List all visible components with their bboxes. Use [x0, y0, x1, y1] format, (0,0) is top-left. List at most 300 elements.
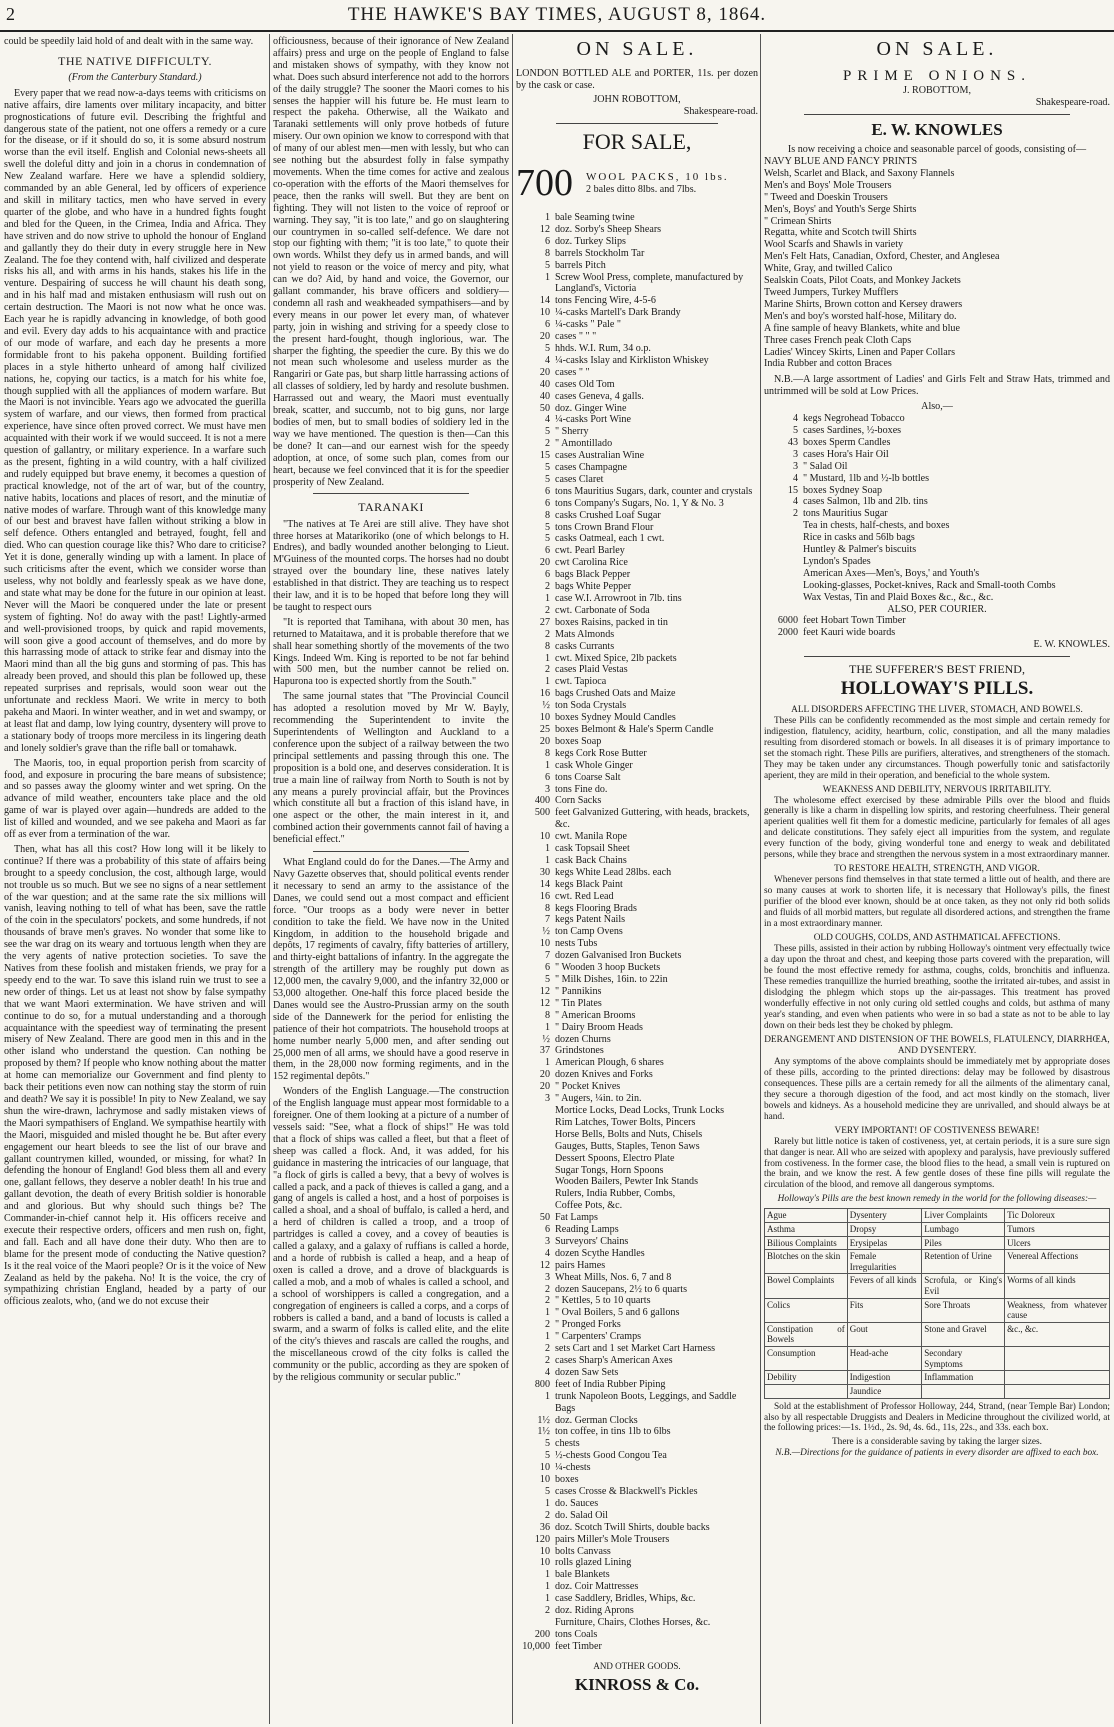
paragraph: "The natives at Te Arei are still alive. They have shot three horses at Matarikoriko (one of which belongs to H. Endres), and badly wounded another belonging to Lieut. M'Guiness of the mounted corps. The horses had no doubt strayed over the boundary line, these natives lately established in that district. They are teaching us to respect their law, and it is to be hoped that before long they will be taught to respect ours — [273, 518, 509, 613]
list-item — [516, 1438, 758, 1450]
list-item — [516, 998, 758, 1010]
item-description: " Salad Oil — [803, 460, 848, 472]
table-cell: Asthma — [765, 1223, 848, 1237]
item-quantity: 6 — [544, 569, 550, 581]
item-quantity: 5 — [544, 974, 550, 985]
item-description: barrels Pitch — [555, 259, 606, 271]
list-item — [516, 1069, 758, 1081]
item-quantity: 1 — [544, 1057, 550, 1069]
item-description: tons Company's Sugars, No. 1, Y & No. 3 — [555, 497, 724, 509]
item-quantity: 6 — [544, 497, 550, 509]
item-description: Rulers, India Rubber, Combs, — [555, 1188, 676, 1200]
item-description: Furniture, Chairs, Clothes Horses, &c. — [555, 1616, 711, 1628]
list-item: Ladies' Wincey Skirts, Linen and Paper Collars — [764, 346, 956, 358]
paragraph: What England could do for the Danes.—The Army and Navy Gazette observes that, should political events render it necessary to send an army to the assistance of the Danes, we could send out a most compact and efficient force. "Our troops as a body were never in better condition to take the field. We have now in the United Kingdom, in addition to the household brigade and depôts, 17 regiments of cavalry, fifty batteries of artillery, and thirty-eight battalions of infantry. In the aggregate the strength of the artillery may be roughly put down as 12,000 men, the cavalry 9,000, and the infantry 32,000 or 53,000 altogether. One-half this force placed beside the Danes would see the Austro-Prussian army on the south side of the Dannewerk for the period for enlisting the patience of their hot compatriots. The household troops at home number nearly 5,000 men, and after sending out 25,000 men of all arms, we should have a good reserve in them, in the 28,000 now forming regiments, and in the 152 regimental depôts." — [273, 857, 509, 1083]
list-item — [516, 867, 758, 879]
item-description: bags White Pepper — [555, 581, 632, 593]
table-cell: Sore Throats — [922, 1298, 1005, 1322]
item-quantity: 5 — [544, 533, 550, 545]
list-item — [516, 938, 758, 950]
knowles-intro: Is now receiving a choice and seasonable parcel of goods, consisting of— — [787, 144, 1087, 156]
table-cell: Piles — [922, 1236, 1005, 1250]
item-description: Lyndon's Spades — [803, 555, 871, 567]
item-description: ¼-casks Port Wine — [555, 414, 631, 426]
list-item — [516, 1486, 758, 1498]
list-item — [516, 855, 758, 867]
item-description: " Kettles, 5 to 10 quarts — [555, 1295, 651, 1307]
item-description: dozen Scythe Handles — [555, 1247, 645, 1259]
table-cell: Inflammation — [922, 1371, 1005, 1385]
item-quantity — [516, 1129, 555, 1141]
item-description: cask Back Chains — [555, 854, 627, 866]
list-item — [516, 1522, 758, 1534]
ad-heading: FOR SALE, — [582, 129, 692, 155]
footer-text: Sold at the establishment of Professor Holloway, 244, Strand, (near Temple Bar) London; also by all respectable Druggists and Dealers in Medicine throughout the civilized world, at the following prices:—1s. 1½d., 2s. 9d, 4s. 6d., 11s, 22s., and 33s. each box. — [764, 1401, 1110, 1434]
list-item — [516, 605, 758, 617]
item-description: ¼-chests — [555, 1462, 591, 1474]
list-item — [516, 355, 758, 367]
item-description: cases Salmon, 1lb and 2lb. tins — [803, 496, 928, 508]
table-cell: Indigestion — [847, 1371, 921, 1385]
list-item — [516, 1176, 758, 1188]
item-quantity — [516, 1105, 555, 1117]
list-item — [516, 498, 758, 510]
featured-desc: WOOL PACKS, 10 lbs. — [586, 171, 729, 184]
goods-list — [516, 212, 758, 1653]
item-quantity: 10 — [539, 1474, 550, 1486]
item-quantity: 3 — [544, 783, 550, 795]
item-quantity: 20 — [539, 1069, 550, 1081]
disease-table — [764, 1208, 1110, 1398]
item-quantity: 6000 — [777, 615, 798, 627]
section-heading: OLD COUGHS, COLDS, AND ASTHMATICAL AFFECTIONS. — [813, 933, 1061, 944]
divider — [556, 123, 718, 124]
table-caption: Holloway's Pills are the best known remedy in the world for the following diseases:— — [777, 1194, 1097, 1205]
list-item: Sealskin Coats, Pilot Coats, and Monkey Jackets — [764, 275, 961, 287]
item-description: cask Whole Ginger — [555, 759, 633, 771]
list-item — [516, 1450, 758, 1462]
list-item — [516, 1307, 758, 1319]
knowles-goods — [764, 156, 1110, 370]
ad-heading: ON SALE. — [576, 38, 698, 60]
list-item — [516, 307, 758, 319]
item-quantity: 10,000 — [522, 1640, 550, 1652]
item-quantity: 5 — [544, 521, 550, 533]
list-item — [516, 831, 758, 843]
section-heading: WEAKNESS AND DEBILITY, NERVOUS IRRITABILITY. — [822, 784, 1052, 795]
item-description: case W.I. Arrowroot in 7lb. tins — [555, 593, 682, 604]
item-description: cases Hora's Hair Oil — [803, 448, 889, 460]
item-quantity: 1 — [544, 1331, 550, 1343]
item-description: " American Brooms — [555, 1009, 636, 1021]
item-description: bale Seaming twine — [555, 212, 635, 223]
column-native-difficulty — [4, 36, 266, 1724]
ad-text: LONDON BOTTLED ALE and PORTER, 11s. per dozen by the cask or case. — [516, 67, 758, 91]
table-cell: Colics — [765, 1298, 848, 1322]
item-quantity: 4 — [544, 414, 550, 426]
list-item — [516, 1057, 758, 1069]
item-quantity — [764, 556, 803, 568]
list-item — [516, 1617, 758, 1629]
list-item: Men's Felt Hats, Canadian, Oxford, Chester, and Anglesea — [764, 251, 1000, 263]
list-item — [516, 1010, 758, 1022]
table-cell: Bilious Complaints — [765, 1236, 848, 1250]
list-item — [764, 496, 1110, 508]
item-quantity: 36 — [539, 1521, 550, 1533]
item-quantity: 400 — [534, 795, 550, 807]
item-quantity: 5 — [792, 424, 798, 436]
table-cell: Gout — [847, 1322, 921, 1346]
list-item — [516, 593, 758, 605]
item-quantity: 1 — [544, 1021, 550, 1033]
list-item: Tweed Jumpers, Turkey Mufflers — [764, 287, 899, 299]
table-cell: Erysipelas — [847, 1236, 921, 1250]
item-quantity: 1 — [544, 1497, 550, 1509]
item-quantity: 8 — [544, 509, 550, 521]
list-item — [516, 736, 758, 748]
sufferer-heading: THE SUFFERER'S BEST FRIEND, — [849, 662, 1025, 677]
table-cell: Venereal Affections — [1005, 1250, 1110, 1274]
item-description: feet of India Rubber Piping — [555, 1378, 666, 1390]
item-quantity: 120 — [534, 1533, 550, 1545]
item-description: doz. Scotch Twill Shirts, double backs — [555, 1521, 710, 1533]
list-item — [516, 903, 758, 915]
item-description: tons Crown Brand Flour — [555, 521, 654, 533]
list-item — [516, 331, 758, 343]
list-item — [516, 700, 758, 712]
item-description: cases Sharp's American Axes — [555, 1355, 673, 1366]
item-quantity: 1 — [544, 843, 550, 855]
list-item — [516, 1593, 758, 1605]
item-description: cwt. Mixed Spice, 2lb packets — [555, 652, 677, 664]
list-item: Welsh, Scarlet and Black, and Saxony Flannels — [764, 167, 955, 179]
list-item: Men's, Boys' and Youth's Serge Shirts — [764, 203, 917, 215]
item-quantity: 800 — [534, 1378, 550, 1390]
item-description: boxes Belmont & Hale's Sperm Candle — [555, 723, 714, 735]
item-description: cases Claret — [555, 473, 604, 485]
item-quantity — [764, 544, 803, 556]
item-description: dozen Knives and Forks — [555, 1069, 653, 1081]
item-quantity: 500 — [534, 807, 550, 819]
list-item: " Tweed and Doeskin Trousers — [764, 191, 888, 203]
item-quantity: 2 — [544, 438, 550, 450]
item-quantity: 2000 — [777, 627, 798, 639]
table-cell: Ague — [765, 1209, 848, 1223]
list-item — [516, 1581, 758, 1593]
table-row — [765, 1223, 1110, 1237]
item-description: Rim Latches, Tower Bolts, Pincers — [555, 1116, 696, 1128]
table-cell: Dropsy — [847, 1223, 921, 1237]
list-item — [516, 1153, 758, 1165]
column-news — [273, 36, 509, 1724]
also-goods — [764, 413, 1110, 604]
item-quantity: 8 — [544, 247, 550, 259]
item-quantity: 8 — [544, 640, 550, 652]
item-quantity: 2 — [544, 1509, 550, 1521]
item-quantity: 8 — [544, 902, 550, 914]
list-item — [516, 629, 758, 641]
item-quantity: 1 — [544, 271, 550, 283]
list-item — [516, 462, 758, 474]
list-item — [516, 926, 758, 938]
list-item — [516, 1415, 758, 1427]
table-cell: Constipation of Bowels — [765, 1322, 848, 1346]
list-item — [764, 627, 1110, 639]
list-item — [516, 1272, 758, 1284]
item-quantity: 12 — [539, 1259, 550, 1271]
list-item — [516, 641, 758, 653]
list-item — [516, 1331, 758, 1343]
item-description: Gauges, Butts, Staples, Tenon Saws — [555, 1140, 700, 1152]
list-item — [516, 1141, 758, 1153]
item-quantity: 4 — [792, 496, 798, 508]
article-heading: THE NATIVE DIFFICULTY. — [57, 53, 212, 68]
item-description: Looking-glasses, Pocket-knives, Rack and Small-tooth Combs — [803, 579, 1056, 591]
item-quantity: 4 — [544, 1366, 550, 1378]
item-quantity: 40 — [539, 378, 550, 390]
item-description: " Pocket Knives — [555, 1081, 621, 1093]
item-quantity: 50 — [539, 402, 550, 414]
page-number: 2 — [6, 4, 15, 24]
list-item — [516, 212, 758, 224]
item-description: Wooden Bailers, Pewter Ink Stands — [555, 1176, 698, 1188]
item-description: cases " " — [555, 366, 590, 378]
item-quantity: 20 — [539, 557, 550, 569]
section-text: These pills, assisted in their action by rubbing Holloway's ointment very effectually twice a day upon the throat and chest, and keeping those parts covered with the preparation, will be found the most effective remedy for asthma, coughs, colds, bronchitis and influenza. These remedies tranquillize the hurried breathing, soothe the irritated air-tubes, and assist in dislodging the phlegm which stops up the air-passages. This treatment has proved wonderfully effective in not only curing old settled coughs and colds, but asthma of many year's standing, and even when patients who were in so bad a state as not to be able to lay down on their beds lest they be choked by phlegm. — [764, 944, 1110, 1031]
item-description: ½-chests Good Congou Tea — [555, 1450, 667, 1462]
list-item: White, Gray, and twilled Calico — [764, 263, 893, 275]
item-description: doz. Ginger Wine — [555, 402, 627, 414]
list-item — [516, 1629, 758, 1641]
item-description: " Dairy Broom Heads — [555, 1021, 643, 1033]
item-quantity: 3 — [544, 1093, 550, 1105]
list-item: India Rubber and cotton Braces — [764, 358, 892, 370]
item-description: tons Coarse Salt — [555, 771, 621, 783]
list-item: Regatta, white and Scotch twill Shirts — [764, 227, 917, 239]
paragraph: The Maoris, too, in equal proportion perish from scarcity of food, and exposure in procuring the bare means of subsistence; and so passes away the gloomy winter and wet spring. On the advance of mild weather, encounters take place and the old game of war is played over again—hundreds are added to the list of killed and wounded, and we see pakeha and Maori as far off as ever from a termination of the war. — [4, 757, 266, 841]
item-description: doz. Turkey Slips — [555, 235, 626, 247]
item-description: bags Crushed Oats and Maize — [555, 688, 676, 700]
divider — [804, 656, 1070, 657]
item-quantity: 2 — [544, 604, 550, 616]
table-cell: Head-ache — [847, 1347, 921, 1371]
table-cell: Debility — [765, 1371, 848, 1385]
table-cell — [1005, 1384, 1110, 1398]
item-description: Horse Bells, Bolts and Nuts, Chisels — [555, 1128, 703, 1140]
list-item — [516, 784, 758, 796]
item-quantity: 6 — [544, 485, 550, 497]
item-description: " Augers, ¼in. to 2in. — [555, 1093, 642, 1105]
item-quantity: 4 — [792, 472, 798, 484]
item-description: kegs Flooring Brads — [555, 902, 637, 914]
list-item — [764, 520, 1110, 532]
list-item — [516, 1498, 758, 1510]
list-item — [516, 617, 758, 629]
item-quantity: 1½ — [537, 1414, 550, 1426]
list-item — [516, 343, 758, 355]
list-item — [516, 486, 758, 498]
knowles-signature: E. W. KNOWLES. — [1033, 639, 1110, 651]
item-quantity: 14 — [539, 878, 550, 890]
section-text: The wholesome effect exercised by these admirable Pills over the blood and fluids generally is like a charm in dispelling low spirits, and restoring cheerfulness. Their general aperient qualities well fit them for a domestic medicine, particularly for females of all ages and delicate constitutions. They safely eject all impurities from the system, and regulate every function of the body, giving wonderful tone and energy to weak and debilitated persons, while they brace and strengthen the nervous system in a most extraordinary manner. — [764, 795, 1110, 861]
list-item — [516, 950, 758, 962]
list-item: Wool Scarfs and Shawls in variety — [764, 239, 904, 251]
item-description: trunk Napoleon Boots, Leggings, and Saddle Bags — [555, 1390, 737, 1414]
item-description: sets Cart and 1 set Market Cart Harness — [555, 1343, 716, 1355]
item-description: do. Salad Oil — [555, 1509, 608, 1521]
item-description: cwt. Pearl Barley — [555, 545, 625, 557]
list-item — [516, 450, 758, 462]
item-quantity — [516, 1176, 555, 1188]
item-quantity — [516, 1617, 555, 1629]
item-description: " Sherry — [555, 426, 589, 438]
item-description: feet Galvanized Guttering, with heads, brackets, &c. — [555, 807, 750, 831]
list-item — [516, 533, 758, 545]
list-item — [516, 676, 758, 688]
per-courier: ALSO, PER COURIER. — [887, 603, 987, 615]
newspaper-title: THE HAWKE'S BAY TIMES, AUGUST 8, 1864. — [347, 4, 767, 25]
item-description: " Tin Plates — [555, 997, 602, 1009]
item-quantity: 1 — [544, 1593, 550, 1605]
item-description: Rice in casks and 56lb bags — [803, 532, 915, 544]
item-quantity: 15 — [539, 450, 550, 462]
list-item — [516, 1534, 758, 1546]
courier-goods — [764, 615, 1110, 639]
item-quantity: 1 — [544, 1390, 550, 1402]
item-description: cwt. Tapioca — [555, 676, 607, 688]
item-quantity: 20 — [539, 735, 550, 747]
list-item — [516, 474, 758, 486]
list-item — [516, 772, 758, 784]
item-quantity: 12 — [539, 997, 550, 1009]
list-item — [516, 248, 758, 260]
item-quantity: 2 — [792, 508, 798, 520]
table-row — [765, 1322, 1110, 1346]
item-quantity — [516, 1200, 555, 1212]
item-description: nests Tubs — [555, 938, 598, 950]
item-quantity — [764, 568, 803, 580]
paragraph: Wonders of the English Language.—The construction of the English language must appear most formidable to a foreigner. One of them looking at a picture of a number of vessels said: "See, what a flock of ships!" He was told that a flock of ships was called a fleet, but that a fleet of sheep was called a flock. And, it was added, for his guidance in mastering the intricacies of our language, that "a flock of girls is called a bevy, that a bevy of wolves is called a pack, and a pack of thieves is called a gang, and a gang of angels is called a host, and a host of porpoises is called a shoal, and a shoal of buffalo, is called a herd, and a herd of children is called a troop, and a troop of partridges is called a covey, and a covey of beauties is called a galaxy, and a galaxy of ruffians is called a horde, and a horde of rubbish is called a heap, and a heap of oxen is called a drove, and a drove of blackguards is called a mob, and a mob of whales is called a school, and a school of worshippers is called a congregation, and a congregation of engineers is called a corps, and a corps of robbers is called a band, and a band of locusts is called a swarm, and a swarm of folks is called elite, and the elite of the city's thieves and rascals are called the roughs, and the miscellaneous crowd of the city folks is called the community or the public, according as they are spoken of by the religious community or secular public." — [273, 1086, 509, 1384]
list-item — [516, 1426, 758, 1438]
table-cell: Scrofula, or King's Evil — [922, 1274, 1005, 1298]
item-description: boxes — [555, 1474, 579, 1486]
list-item — [516, 879, 758, 891]
item-quantity: 6 — [544, 771, 550, 783]
item-description: Wheat Mills, Nos. 6, 7 and 8 — [555, 1271, 672, 1283]
list-item — [516, 379, 758, 391]
item-quantity: 10 — [539, 1545, 550, 1557]
paragraph: "It is reported that Tamihana, with about 30 men, has returned to Mataitawa, and it is probable therefore that we shall hear something shortly of the movements of the two Kings. Indeed Wm. King is reported to be not far behind with 500 men, but the number cannot be relied on. Hapurona too is expected shortly from the South." — [273, 616, 509, 688]
list-item — [764, 580, 1110, 592]
item-description: " Milk Dishes, 16in. to 22in — [555, 974, 668, 985]
table-row — [765, 1250, 1110, 1274]
item-description: tons Coals — [555, 1628, 598, 1640]
also-label: Also,— — [921, 401, 953, 413]
list-item — [764, 592, 1110, 604]
item-quantity: 5 — [544, 426, 550, 438]
item-quantity — [516, 1165, 555, 1177]
list-item — [516, 807, 758, 831]
item-description: doz. Coir Mattresses — [555, 1581, 639, 1593]
item-description: tons Fencing Wire, 4-5-6 — [555, 295, 656, 307]
divider — [804, 114, 1070, 115]
item-description: Mortice Locks, Dead Locks, Trunk Locks — [555, 1104, 725, 1116]
table-row — [765, 1236, 1110, 1250]
table-cell: Worms of all kinds — [1005, 1274, 1110, 1298]
paragraph: officiousness, because of their ignorance of New Zealand affairs) press and urge on the people of England to false and mistaken shows of sympathy, with they know not what. Does such absurd interference not add to the horrors of the daily struggle? The sooner the Maori comes to his senses the happier will his future be. He must learn to respect the pakeha. Otherwise, all the Waikato and Taranaki settlements will only prove hotbeds of future misery. Our own opinion we know to correspond with that of many of our ablest men—men with lessly, but who can see nothing but the absurdest folly in false sympathy movements. When the time comes for active and zealous co-operation with the efforts of the Maori themselves for peace, then the ranks will swell. But they are bent on fighting. They will not listen to the voice of reproof or warning. They say, "it is too late," and go on slaughtering our countrymen in so-called self-defence. We dare not stop our fighting with them; "it is too late," to quote their own words. Whilst they defy us in armed bands, and will not yield to reason or the voice of mercy and pity, what can we do? Aid, by hand and voice, the Governor, our gallant commander, his brave officers and soldiery—condemn all rash and weakheaded sympathisers—and by every means in our power let every man, of whatever party, join in wishing and striving for a speedy close to the present hard-fought, though inglorious, war. The sharper the fighting, the speedier the cure. By this we do not mean such wholesome and useless murder as the Rangariri or Gate pas, but sharp little harrassing actions of all classes of soldiery, led by hardy and resolute bushmen. Harrassed out and weary, the Maori must eventually break, scatter, and succumb, not to big guns, nor large bodies of men, but to small bodies of soldiery led in the way we have mentioned. The question is then—Can this be done? It can—and our earnest wish for the speedy adoption, at once, of some such plan, comes from our heart, because we feel convinced that it is for the speedier prosperity of New Zealand. — [273, 36, 509, 488]
item-description: " Pannikins — [555, 985, 602, 997]
section-heading: ALL DISORDERS AFFECTING THE LIVER, STOMACH, AND BOWELS. — [791, 704, 1083, 715]
item-description: boxes Sperm Candles — [803, 436, 891, 448]
item-description: Grindstones — [555, 1045, 604, 1057]
list-item — [516, 1557, 758, 1569]
list-item — [516, 688, 758, 700]
item-quantity: 2 — [544, 1355, 550, 1366]
divider — [313, 493, 469, 494]
list-item — [516, 653, 758, 665]
list-item — [516, 426, 758, 438]
item-quantity: 1 — [544, 212, 550, 223]
list-item — [516, 319, 758, 331]
item-quantity: 2 — [544, 1319, 550, 1331]
item-quantity: 6 — [544, 545, 550, 557]
list-item — [764, 449, 1110, 461]
item-description: do. Sauces — [555, 1497, 599, 1509]
onions-heading: PRIME ONIONS. — [842, 67, 1031, 84]
list-item — [516, 224, 758, 236]
item-description: Tea in chests, half-chests, and boxes — [803, 520, 950, 532]
item-quantity: 6 — [544, 1224, 550, 1236]
item-description: casks Currants — [555, 640, 615, 652]
item-quantity: 30 — [539, 866, 550, 878]
list-item — [516, 1605, 758, 1617]
list-item — [764, 437, 1110, 449]
item-description: pairs Hames — [555, 1259, 606, 1271]
item-description: cases Old Tom — [555, 378, 615, 390]
table-cell: &c., &c. — [1005, 1322, 1110, 1346]
item-description: " Pronged Forks — [555, 1319, 621, 1331]
column-kinross-ad — [516, 36, 758, 1724]
item-quantity: 1 — [544, 1307, 550, 1319]
list-item — [516, 1248, 758, 1260]
firm-name: KINROSS & Co. — [574, 1675, 700, 1695]
table-cell: Consumption — [765, 1347, 848, 1371]
paragraph: The same journal states that "The Provincial Council has adopted a resolution moved by Mr W. Bayly, recommending the Superintendent to invite the Superintendents of Wellington and Auckland to a conference upon the subject of a railway between the two principal settlements and passing through this one. The proposition is a bold one, and deserves consideration. It is true a main line of railway from North to South is not by any means a purely provincial affair, but the Provinces which constitute all but a fraction of this island have, in one aspect or the other, the main interest in it, and combined action their governments cannot fail of having a beneficial effect." — [273, 691, 509, 846]
item-quantity: 7 — [544, 950, 550, 962]
item-description: Fat Lamps — [555, 1212, 598, 1224]
item-description: bale Blankets — [555, 1569, 610, 1581]
item-quantity: 27 — [539, 616, 550, 628]
list-item — [516, 760, 758, 772]
knowles-name: E. W. KNOWLES — [871, 120, 1003, 140]
item-description: cases Plaid Vestas — [555, 664, 628, 676]
list-item: Three cases French peak Cloth Caps — [764, 334, 912, 346]
item-description: barrels Stockholm Tar — [555, 247, 645, 259]
table-cell — [765, 1384, 848, 1398]
item-quantity: 4 — [544, 354, 550, 366]
list-item — [764, 544, 1110, 556]
item-quantity: 2 — [544, 1605, 550, 1617]
list-item — [764, 532, 1110, 544]
item-description: " Mustard, 1lb and ½-lb bottles — [803, 472, 930, 484]
item-description: dozen Churns — [555, 1033, 611, 1045]
item-description: cases Crosse & Blackwell's Pickles — [555, 1485, 698, 1497]
table-cell: Fits — [847, 1298, 921, 1322]
list-item — [516, 891, 758, 903]
item-quantity: 4 — [792, 413, 798, 425]
item-description: pairs Miller's Mole Trousers — [555, 1533, 670, 1545]
list-item — [516, 236, 758, 248]
